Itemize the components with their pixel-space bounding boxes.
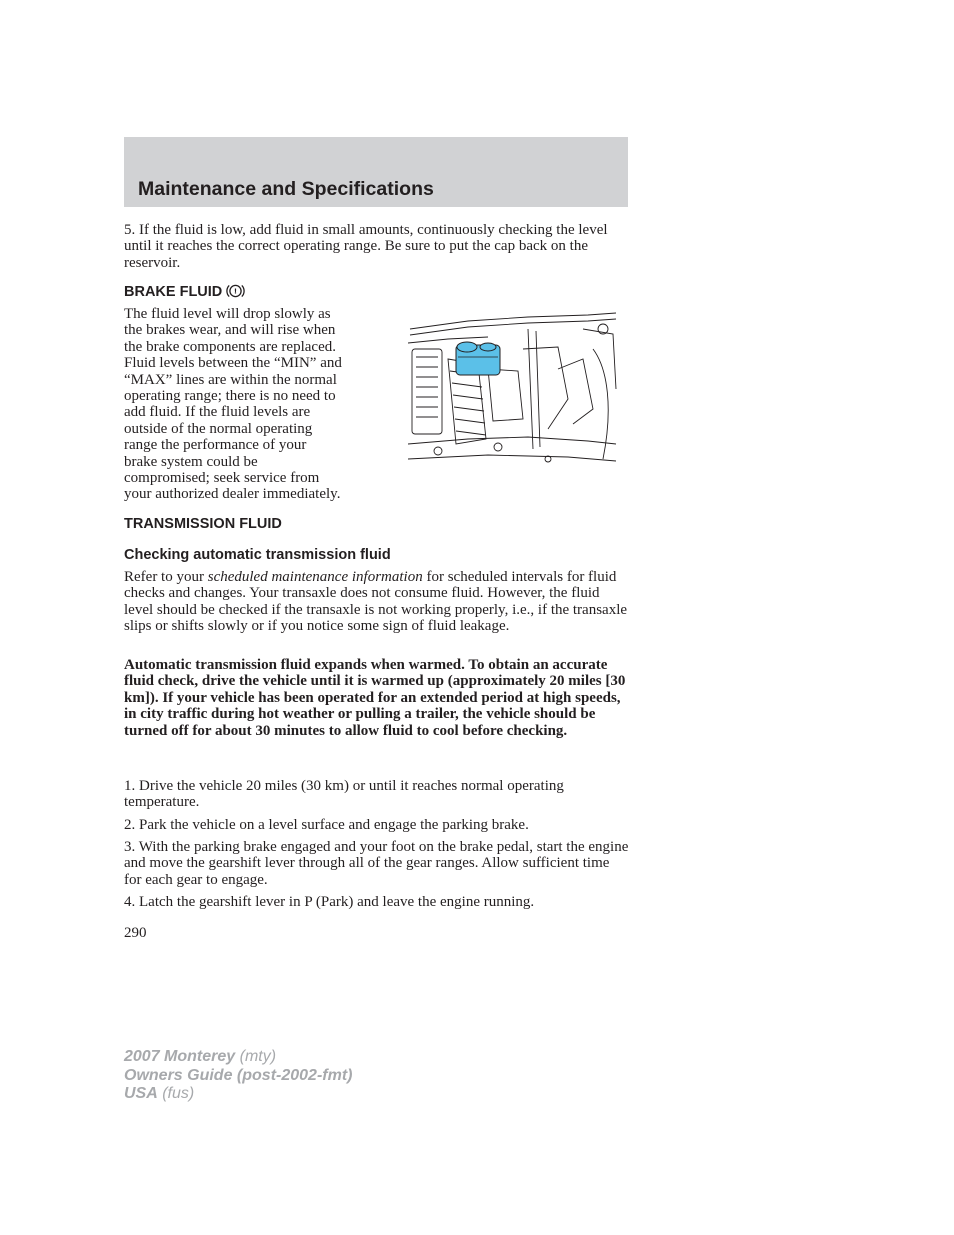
brake-warning-icon — [226, 282, 245, 300]
brake-text-line: range the performance of your — [124, 437, 307, 454]
page-number: 290 — [124, 925, 147, 941]
footer-line-model — [124, 1048, 352, 1067]
brake-text-line: the brakes wear, and will rise when — [124, 322, 336, 339]
engine-compartment-illustration — [408, 309, 618, 469]
brake-fluid-heading — [124, 282, 245, 300]
brake-text-line: compromised; seek service from — [124, 470, 320, 487]
transmission-warning-paragraph: Automatic transmission fluid expands when warmed. To obtain an accurate fluid check, drive the vehicle until it is warmed up (approximately 20 miles [30 km]). If your vehicle has been operated for an extended period at high speeds, in city traffic during hot weather or pulling a trailer, the vehicle should be turned off for about 30 minutes to allow fluid to cool before checking. — [124, 657, 626, 739]
intro-step-5: 5. If the fluid is low, add fluid in small amounts, continuously checking the level until it reaches the correct operating range. Be sure to put the cap back on the reservoir. — [124, 222, 608, 271]
brake-text-line: add fluid. If the fluid levels are — [124, 404, 311, 421]
section-title: Maintenance and Specifications — [138, 178, 434, 200]
section-header-band — [124, 137, 628, 207]
checking-transmission-subheading: Checking automatic transmission fluid — [124, 547, 391, 563]
brake-text-line: Fluid levels between the “MIN” and — [124, 355, 342, 372]
transmission-step-3: 3. With the parking brake engaged and your foot on the brake pedal, start the engine and move the gearshift lever through all of the gear ranges. Allow sufficient time for each gear to engage. — [124, 839, 629, 888]
footer-market: USA — [124, 1085, 158, 1102]
document-footer — [124, 1048, 352, 1104]
brake-fluid-reservoir-icon — [456, 342, 500, 375]
scheduled-maintenance-reference: scheduled maintenance information — [207, 569, 423, 585]
footer-line-market — [124, 1085, 352, 1104]
transmission-step-1: 1. Drive the vehicle 20 miles (30 km) or until it reaches normal operating temperature. — [124, 778, 564, 811]
footer-guide: Owners Guide (post-2002-fmt) — [124, 1066, 353, 1084]
footer-model-code: (mty) — [235, 1048, 277, 1065]
transmission-step-4: 4. Latch the gearshift lever in P (Park) and leave the engine running. — [124, 894, 535, 910]
brake-text-line: your authorized dealer immediately. — [124, 486, 341, 503]
brake-fluid-description — [124, 306, 384, 503]
para-text: for scheduled intervals for fluid checks and changes. Your transaxle does not consume fluid. However, the fluid level should be checked if the transaxle is not working properly, i.e., if the transaxle slips or shifts slowly or if you notice some sign of fluid leakage. — [124, 569, 628, 635]
para-text: Refer to your — [124, 569, 208, 585]
brake-text-line: the brake components are replaced. — [124, 338, 336, 355]
brake-text-line: “MAX” lines are within the normal — [124, 371, 337, 388]
transmission-step-2: 2. Park the vehicle on a level surface and engage the parking brake. — [124, 817, 529, 833]
footer-market-code: (fus) — [157, 1085, 195, 1102]
brake-text-line: outside of the normal operating — [124, 420, 313, 437]
svg-text:!: ! — [234, 287, 238, 296]
transmission-intro-paragraph — [124, 569, 630, 635]
transmission-fluid-heading: TRANSMISSION FLUID — [124, 516, 282, 532]
brake-text-line: operating range; there is no need to — [124, 388, 336, 405]
footer-model: 2007 Monterey — [124, 1048, 236, 1065]
brake-text-line: brake system could be — [124, 453, 258, 470]
brake-text-line: The fluid level will drop slowly as — [124, 306, 331, 322]
brake-fluid-heading-text: BRAKE FLUID — [124, 284, 223, 300]
footer-line-guide — [124, 1067, 352, 1086]
